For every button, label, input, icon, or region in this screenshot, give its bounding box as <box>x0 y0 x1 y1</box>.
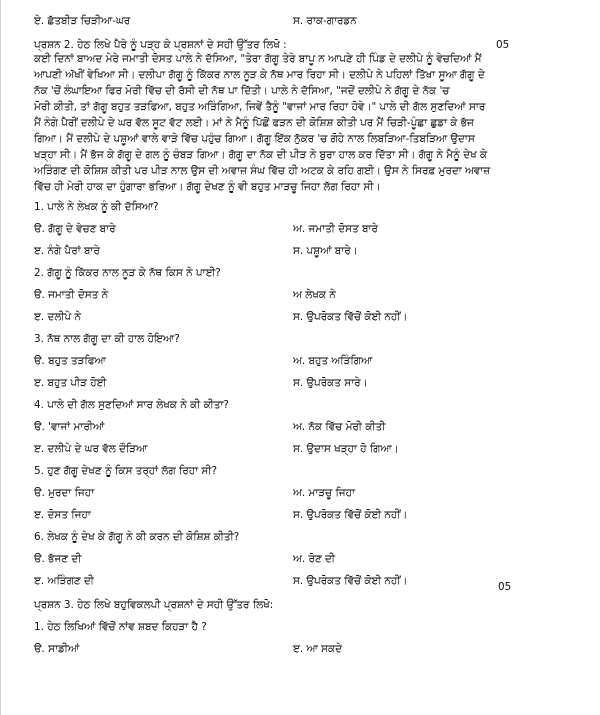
passage-line: ਕਈ ਦਿਨਾਂ ਬਾਅਦ ਮੇਰੇ ਜਮਾਤੀ ਦੋਸਤ ਪਾਲੇ ਨੇ ਦੱਸਿਆ, "ਤੇਰਾ ਗੱਗੂ ਤੇਰੇ ਬਾਪੂ ਨ ਆਪਣੇ ਹੀ ਪਿੰਡ ਦੇ ਦਲੀਪੇ ਨੂੰ ਵੇਚਦਿਆਂ ਮੈਂ <box>34 53 482 65</box>
top-option-b: ਸ. ਰਾਕ-ਗਾਰਡਨ <box>293 15 357 27</box>
question-6: 6. ਲੇਖਕ ਨੂੰ ਦੇਖ ਕੇ ਗੱਗੂ ਨੇ ਕੀ ਕਰਨ ਦੀ ਕੋਸ਼ਿਸ਼ ਕੀਤੀ? <box>34 531 240 543</box>
option: ਸ. ਉਪਰੋਕਤ ਵਿੱਚੋਂ ਕੋਈ ਨਹੀਂ। <box>293 509 408 521</box>
option: ਅ ਲੇਖਕ ਨੇ <box>293 289 336 301</box>
passage-line: ਮੋਰੀ ਕੀਤੀ, ਤਾਂ ਗੱਗੂ ਬਹੁਤ ਤੜਫਿਆ, ਬਹੁਤ ਅੜਿੰਗਿਆ, ਜਿਵੇਂ ਤੈਨੂੰ "ਵਾਜਾਂ ਮਾਰ ਰਿਹਾ ਹੋਵੇ।" ਪਾਲੇ ਦੀ ਗੱਲ ਸੁਣਦਿਆਂ ਸਾਰ <box>34 101 486 113</box>
option: ੲ. ਬਹੁਤ ਪੀੜ ਹੋਈ <box>34 377 107 389</box>
question-5: 5. ਹੁਣ ਗੱਗੂ ਦੇਖਣ ਨੂੰ ਕਿਸ ਤਰ੍ਹਾਂ ਲੱਗ ਰਿਹਾ ਸੀ? <box>34 465 217 477</box>
option: ਅ. ਨੱਕ ਵਿੱਚ ਮੋਰੀ ਕੀਤੀ <box>293 421 386 433</box>
question-1: 1. ਪਾਲੇ ਨੇ ਲੇਖਕ ਨੂੰ ਕੀ ਦੱਸਿਆ? <box>34 201 159 213</box>
passage-line: ਵਿੱਚ ਹੀ ਮੇਰੀ ਹਾਕ ਦਾ ਹੁੰਗਾਰਾ ਭਰਿਆ। ਗੱਗੂ ਦੇਖਣ ਨੂੰ ਵੀ ਬਹੁਤ ਮਾੜਚੂ ਜਿਹਾ ਲੱਗ ਰਿਹਾ ਸੀ। <box>34 181 381 193</box>
q2-marks: 05 <box>496 39 510 51</box>
option: ੳ. ਗੱਗੂ ਦੇ ਵੇਚਣ ਬਾਰੇ <box>34 223 116 235</box>
option: ਅ. ਮਾੜਚੂ ਜਿਹਾ <box>293 487 355 499</box>
option: ੲ. ਦੋਸਤ ਜਿਹਾ <box>34 509 91 521</box>
passage-line: ਨੱਕ 'ਚੋਂ ਲੰਘਾਇਆ ਫਿਰ ਮੋਰੀ ਵਿੱਚ ਦੀ ਰੱਸੀ ਦੀ ਨੱਥ ਪਾ ਦਿੱਤੀ। ਪਾਲੇ ਨੇ ਦੱਸਿਆ, "ਜਦੋਂ ਦਲੀਪੇ ਨੇ ਗੱਗੂ ਦੇ ਨੱਕ 'ਚ <box>34 85 450 97</box>
option: ੲ. ਅੜਿੰਗਣ ਦੀ <box>34 575 94 587</box>
option: ੳ. ਬਹੁਤ ਤੜਫਿਆ <box>34 355 106 367</box>
passage-line: ਅੜਿੰਗਣ ਦੀ ਕੋਸ਼ਿਸ਼ ਕੀਤੀ ਪਰ ਪੀੜ ਨਾਲ ਉਸ ਦੀ ਅਵਾਜ਼ ਸੰਘ ਵਿੱਚ ਹੀ ਅਟਕ ਕੇ ਰਹਿ ਗਈ। ਉਸ ਨੇ ਸਿਰਫ਼ ਮੁਰਦਾ ਅਵਾਜ਼ <box>34 165 491 177</box>
option: ੲ. ਨੰਗੇ ਪੈਰਾਂ ਬਾਰੇ <box>34 245 100 257</box>
option: ਅ. ਬਹੁਤ ਅੜਿੰਗਿਆ <box>293 355 373 367</box>
option: ਸ. ਪਸ਼ੂਆਂ ਬਾਰੇ। <box>293 245 358 257</box>
option: ਸ. ਉਦਾਸ ਖੜ੍ਹਾ ਹੋ ਗਿਆ। <box>293 443 399 455</box>
q3-marks: 05 <box>498 581 512 593</box>
passage-line: ਗਿਆ। ਮੈਂ ਦਲੀਪੇ ਦੇ ਪਸ਼ੂਆਂ ਵਾਲੇ ਵਾੜੇ ਵਿੱਚ ਪਹੁੰਚ ਗਿਆ। ਗੱਗੂ ਇੱਕ ਨੁੱਕਰ 'ਚ ਗੋਹੇ ਨਾਲ ਲਿਬੜਿਆ-ਤਿਬੜਿਆ ਉਦਾਸ <box>34 133 475 145</box>
option: ੲ. ਦਲੀਪੇ ਨੇ <box>34 311 82 323</box>
option: ਅ. ਰੋਣ ਦੀ <box>293 553 336 565</box>
option: ਸ. ਉਪਰੋਕਤ ਸਾਰੇ। <box>293 377 368 389</box>
top-option-a: ਏ. ਛੱਤਬੀੜ ਚਿੜੀਆ-ਘਰ <box>34 15 131 27</box>
option: ਸ. ਉਪਰੋਕਤ ਵਿੱਚੋਂ ਕੋਈ ਨਹੀਂ। <box>293 575 408 587</box>
option: ੳ. ਭੱਜਣ ਦੀ <box>34 553 82 565</box>
q3-header: ਪ੍ਰਸ਼ਨ 3. ਹੇਠ ਲਿਖੇ ਬਹੁਵਿਕਲਪੀ ਪ੍ਰਸ਼ਨਾਂ ਦੇ ਸਹੀ ਉੱਤਰ ਲਿਖੋ: <box>34 599 274 611</box>
option: ੳ. ਸਾਡੀਆਂ <box>34 643 80 655</box>
passage-line: ਖੜ੍ਹਾ ਸੀ। ਮੈਂ ਭੱਜ ਕੇ ਗੱਗੂ ਦੇ ਗਲ ਨੂੰ ਚੰਬੜ ਗਿਆ। ਗੱਗੂ ਦਾ ਨੱਕ ਦੀ ਪੀੜ ਨੇ ਬੁਰਾ ਹਾਲ ਕਰ ਦਿੱਤਾ ਸੀ। ਗੱਗੂ ਨੇ ਮੈਨੂੰ ਦੇਖ ਕੇ <box>34 149 488 161</box>
option: ਸ. ਉਪਰੋਕਤ ਵਿੱਚੋਂ ਕੋਈ ਨਹੀਂ। <box>293 311 408 323</box>
question-3: 3. ਨੱਥ ਨਾਲ ਗੱਗੂ ਦਾ ਕੀ ਹਾਲ ਹੋਇਆ? <box>34 333 180 345</box>
option: ੲ. ਆ ਸਕਦੇ <box>293 643 343 655</box>
option: ੳ. 'ਵਾਜਾਂ ਮਾਰੀਆਂ <box>34 421 105 433</box>
option: ੳ. ਜਮਾਤੀ ਦੋਸਤ ਨੇ <box>34 289 109 301</box>
option: ੲ. ਦਲੀਪੇ ਦੇ ਘਰ ਵੱਲ ਦੌੜਿਆ <box>34 443 148 455</box>
option: ਅ. ਜਮਾਤੀ ਦੋਸਤ ਬਾਰੇ <box>293 223 378 235</box>
passage-line: ਮੈਂ ਨੰਗੇ ਪੈਰੀਂ ਦਲੀਪੇ ਦੇ ਘਰ ਵੱਲ ਸੂਟ ਵੱਟ ਲਈ। ਮਾਂ ਨੇ ਮੈਨੂੰ ਪਿੱਛੋਂ ਫੜਨ ਦੀ ਕੋਸ਼ਿਸ਼ ਕੀਤੀ ਪਰ ਮੈਂ ਚਿੜੀ-ਪੂੰਛਾ ਛੁਡਾ ਕੇ ਭੱਜ <box>34 117 474 129</box>
option: ੳ. ਮੁਰਦਾ ਜਿਹਾ <box>34 487 95 499</box>
passage-line: ਆਪਣੀ ਅੱਖੀਂ ਵੇਖਿਆ ਸੀ। ਦਲੀਪਾ ਗੱਗੂ ਨੂੰ ਕਿੱਕਰ ਨਾਲ ਨੂੜ ਕੇ ਨੱਥ ਮਾਰ ਰਿਹਾ ਸੀ। ਦਲੀਪੇ ਨੇ ਪਹਿਲਾਂ ਤਿੱਖਾ ਸੂਆ ਗੱਗੂ ਦੇ <box>34 69 485 81</box>
q2-header: ਪ੍ਰਸ਼ਨ 2. ਹੇਠ ਲਿਖੇ ਪੈਰੇ ਨੂੰ ਪੜ੍ਹ ਕੇ ਪ੍ਰਸ਼ਨਾਂ ਦੇ ਸਹੀ ਉੱਤਰ ਲਿਖੋ : <box>34 39 287 51</box>
q3-question-1: 1. ਹੇਠ ਲਿਖਿਆਂ ਵਿੱਚੋਂ ਨਾਂਵ ਸ਼ਬਦ ਕਿਹੜਾ ਹੈ ? <box>34 621 207 633</box>
question-2: 2. ਗੱਗੂ ਨੂੰ ਕਿੱਕਰ ਨਾਲ ਨੂੜ ਕੇ ਨੱਥ ਕਿਸ ਨੇ ਪਾਈ? <box>34 267 221 279</box>
question-4: 4. ਪਾਲੇ ਦੀ ਗੱਲ ਸੁਣਦਿਆਂ ਸਾਰ ਲੇਖਕ ਨੇ ਕੀ ਕੀਤਾ? <box>34 399 229 411</box>
